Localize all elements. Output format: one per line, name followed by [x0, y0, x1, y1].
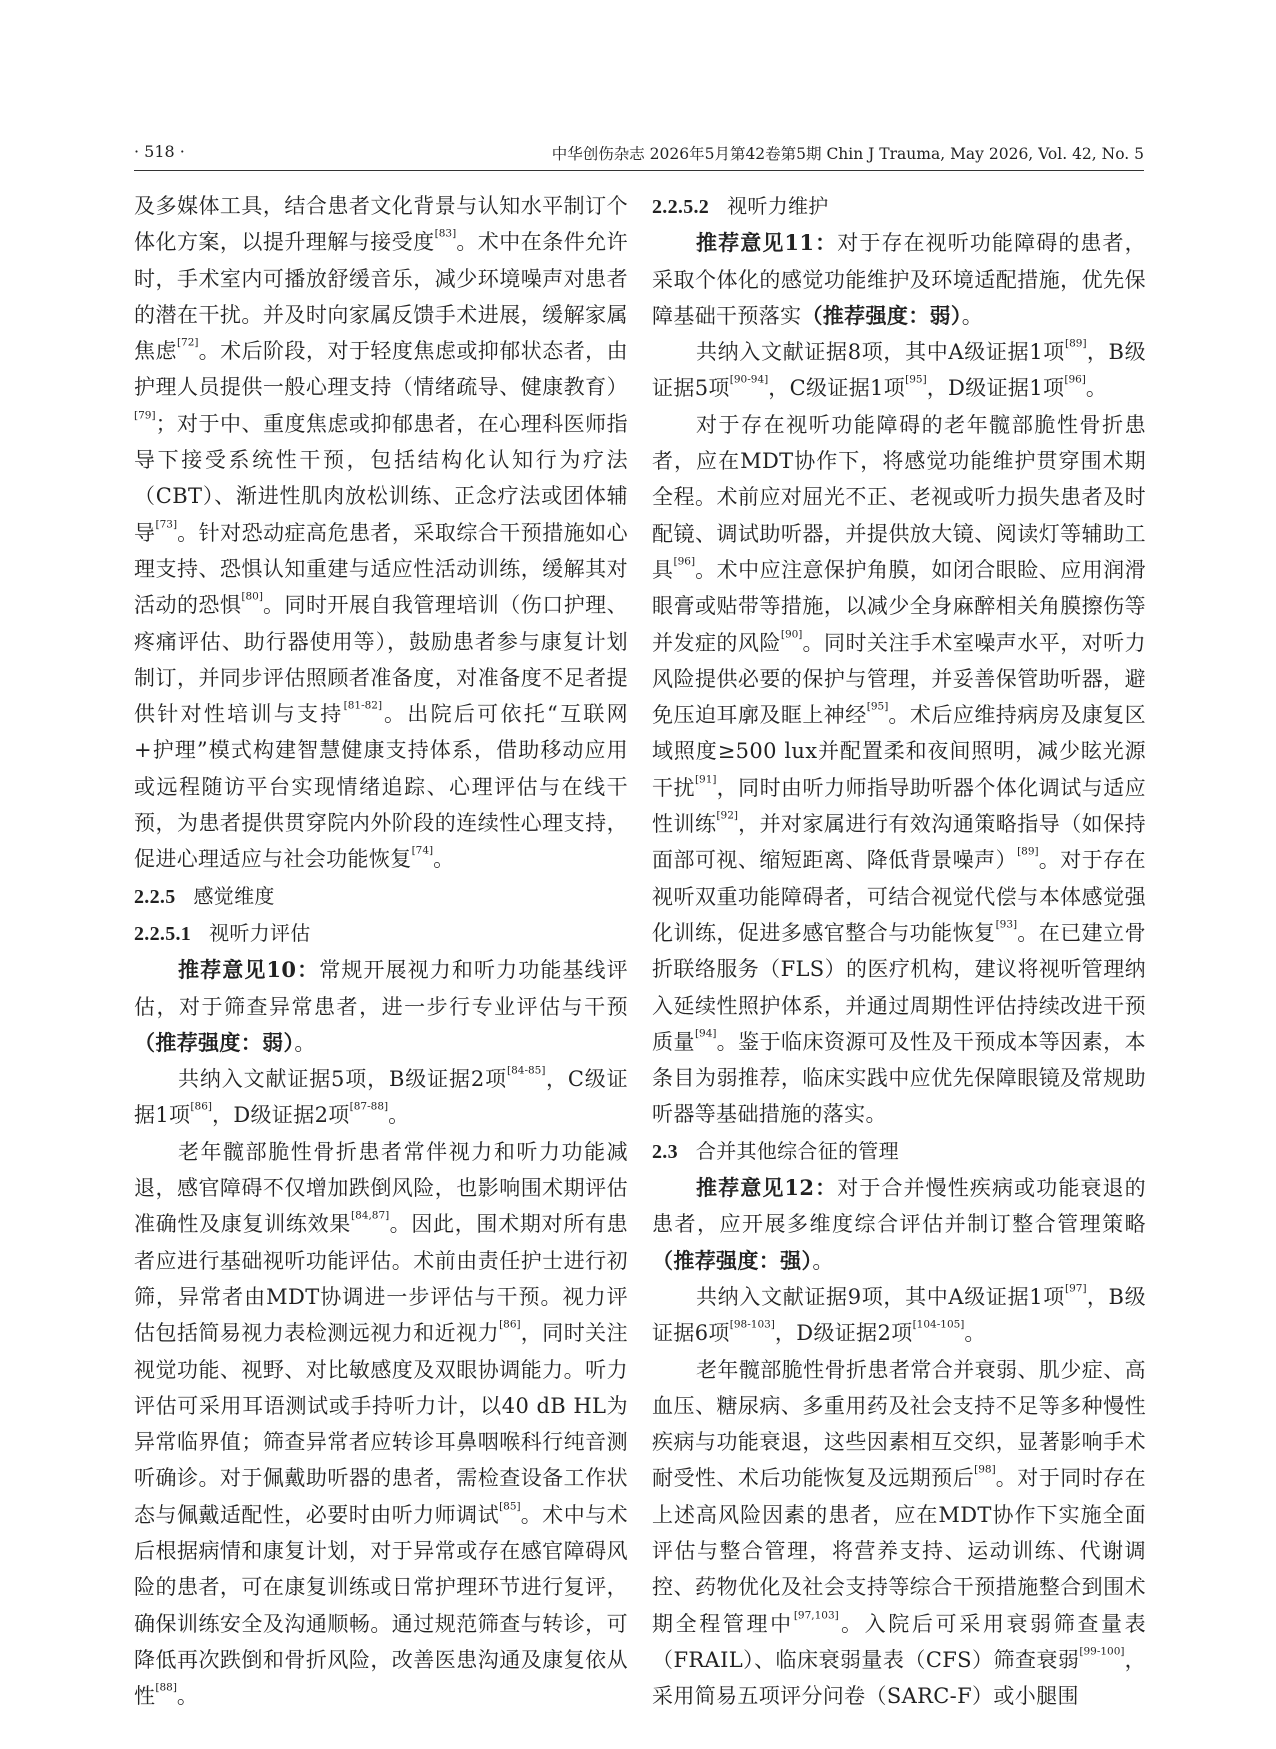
text-run: 。同时关注手术室噪声水平，对听力风险提供必要的保护与管理，并妥善保管助听器，避免压迫耳廓及眶上神经 — [652, 630, 1146, 728]
paragraph — [652, 1170, 1146, 1279]
paragraph — [652, 407, 1146, 1133]
text-run: 。 — [433, 847, 455, 872]
citation-superscript: [95] — [866, 700, 889, 713]
paragraph — [652, 334, 1146, 407]
text-run: 老年髋部脆性骨折患者常合并衰弱、肌少症、高血压、糖尿病、多重用药及社会支持不足等多种慢性疾病与功能衰退，这些因素相互交织，显著影响手术耐受性、术后功能恢复及远期预后 — [652, 1357, 1146, 1491]
paragraph — [134, 1061, 628, 1134]
text-run: 。 — [176, 1684, 199, 1709]
citation-superscript: [92] — [716, 809, 738, 822]
text-run: ，采用简易五项评分问卷（SARC-F）或小腿围 — [652, 1647, 1146, 1709]
citation-superscript: [83] — [434, 227, 457, 240]
journal-citation: 中华创伤杂志 2026年5月第42卷第5期 Chin J Trauma, May 2026, Vol. 42, No. 5 — [551, 145, 1144, 163]
citation-superscript: [88] — [155, 1681, 177, 1694]
citation-superscript: [98] — [974, 1463, 996, 1476]
section-number: 2.2.5 — [134, 885, 176, 908]
bold-run: 推荐意见12： — [696, 1175, 838, 1201]
paragraph — [652, 1352, 1146, 1715]
paragraph — [134, 188, 628, 878]
citation-superscript: [93] — [995, 918, 1018, 931]
text-run: 对于合并慢性疾病或功能衰退的患者，应开展多维度综合评估并制订整合管理策略 — [652, 1176, 1146, 1237]
citation-superscript: [104-105] — [912, 1318, 965, 1331]
text-run: 共纳入文献证据5项，B级证据2项 — [178, 1067, 507, 1092]
text-run: 。对于存在视听双重功能障碍者，可结合视觉代偿与本体感觉强化训练，促进多感官整合与功能恢复 — [652, 848, 1146, 945]
text-run: ，同时由听力师指导助听器个体化调试与适应性训练 — [652, 775, 1146, 837]
text-run: ，同时关注视觉功能、视野、对比敏感度及双眼协调能力。听力评估可采用耳语测试或手持听力计，以40 dB HL为异常临界值；筛查异常者应转诊耳鼻咽喉科行纯音测听确诊。对于佩戴助听器的患者，需检查设备工作状态与佩戴适配性，必要时由听力师调试 — [134, 1321, 628, 1527]
text-run: 共纳入文献证据9项，其中A级证据1项 — [696, 1284, 1065, 1309]
text-run: 。出院后可依托“互联网+护理”模式构建智慧健康支持体系，借助移动应用或远程随访平台实现情绪追踪、心理评估与在线干预，为患者提供贯穿院内外阶段的连续性心理支持，促进心理适应与社会功能恢复 — [134, 702, 628, 872]
citation-superscript: [91] — [694, 773, 717, 786]
citation-superscript: [96] — [1064, 373, 1086, 386]
paragraph — [652, 225, 1146, 334]
page-number: · 518 · — [134, 142, 185, 161]
citation-superscript: [95] — [905, 373, 927, 386]
text-run: 。在已建立骨折联络服务（FLS）的医疗机构，建议将视听管理纳入延续性照护体系，并通过周期性评估持续改进干预质量 — [652, 920, 1146, 1054]
citation-superscript: [86] — [190, 1100, 212, 1113]
section-title: 合并其他综合征的管理 — [695, 1138, 899, 1163]
citation-superscript: [86] — [499, 1318, 521, 1331]
section-number: 2.2.5.1 — [134, 922, 192, 945]
text-run: ，C级证据1项 — [134, 1067, 628, 1128]
bold-run: （推荐强度：弱） — [134, 1029, 295, 1055]
text-run: 。对于同时存在上述高风险因素的患者，应在MDT协作下实施全面评估与整合管理，将营养支持、运动训练、代谢调控、药物优化及社会支持等综合干预措施整合到围术期全程管理中 — [652, 1466, 1147, 1636]
text-run: 及多媒体工具，结合患者文化背景与认知水平制订个体化方案，以提升理解与接受度 — [134, 194, 628, 255]
citation-superscript: [96] — [673, 555, 696, 568]
text-run: 。入院后可采用衰弱筛查量表（FRAIL）、临床衰弱量表（CFS）筛查衰弱 — [652, 1611, 1146, 1672]
citation-superscript: [84-85] — [507, 1064, 546, 1077]
page-header — [134, 140, 1144, 171]
citation-superscript: [84,87] — [351, 1209, 390, 1222]
citation-superscript: [90-94] — [729, 373, 769, 386]
text-run: ，并对家属进行有效沟通策略指导（如保持面部可视、缩短距离、降低背景噪声） — [652, 812, 1146, 873]
section-number: 2.2.5.2 — [652, 196, 710, 218]
section-heading — [134, 878, 628, 915]
bold-run: （推荐强度：强） — [652, 1247, 813, 1273]
text-run: 老年髋部脆性骨折患者常伴视力和听力功能减退，感官障碍不仅增加跌倒风险，也影响围术期评估准确性及康复训练效果 — [134, 1139, 628, 1237]
section-heading — [652, 188, 1146, 225]
citation-superscript: [72] — [176, 336, 199, 349]
citation-superscript: [73] — [155, 518, 178, 531]
citation-superscript: [85] — [499, 1500, 521, 1513]
text-run: 共纳入文献证据8项，其中A级证据1项 — [696, 340, 1065, 365]
text-run: ，D级证据2项 — [211, 1103, 350, 1128]
section-title: 视听力维护 — [727, 194, 829, 218]
text-run: 。术中在条件允许时，手术室内可播放舒缓音乐，减少环境噪声对患者的潜在干扰。并及时向家属反馈手术进展，缓解家属焦虑 — [134, 230, 628, 364]
text-run: 。 — [294, 1030, 316, 1055]
text-run: 。术后应维持病房及康复区域照度≥500 lux并配置柔和夜间照明，减少眩光源干扰 — [652, 703, 1147, 800]
text-run: 。因此，围术期对所有患者应进行基础视听功能评估。术前由责任护士进行初筛，异常者由MDT协调进一步评估与干预。视力评估包括简易视力表检测远视力和近视力 — [134, 1212, 628, 1346]
citation-superscript: [79] — [134, 409, 156, 422]
citation-superscript: [90] — [780, 628, 803, 641]
text-run: ，B级证据6项 — [652, 1284, 1147, 1346]
paragraph — [134, 1134, 628, 1715]
citation-superscript: [74] — [411, 844, 434, 857]
paragraph — [134, 952, 628, 1061]
left-column — [134, 188, 628, 1714]
text-run: ，D级证据2项 — [774, 1321, 913, 1346]
bold-run: 推荐意见10： — [178, 957, 320, 983]
text-run: 。同时开展自我管理培训（伤口护理、疼痛评估、助行器使用等），鼓励患者参与康复计划制订，并同步评估照顾者准备度，对准备度不足者提供针对性培训与支持 — [134, 593, 628, 727]
text-run: 。 — [1085, 376, 1108, 401]
citation-superscript: [97] — [1065, 1282, 1087, 1295]
text-run: 常规开展视力和听力功能基线评估，对于筛查异常患者，进一步行专业评估与干预 — [134, 958, 628, 1019]
section-title: 视听力评估 — [209, 920, 311, 945]
section-title: 感觉维度 — [193, 883, 275, 908]
text-run: 。术中与术后根据病情和康复计划，对于异常或存在感官障碍风险的患者，可在康复训练或日常护理环节进行复评，确保训练安全及沟通顺畅。通过规范筛查与转诊，可降低再次跌倒和骨折风险，改善医患沟通及康复依从性 — [134, 1502, 628, 1709]
citation-superscript: [97,103] — [793, 1609, 839, 1622]
bold-run: （推荐强度：弱） — [801, 302, 962, 328]
text-run: 。针对恐动症高危患者，采取综合干预措施如心理支持、恐惧认知重建与适应性活动训练，缓解其对活动的恐惧 — [134, 520, 628, 618]
citation-superscript: [94] — [694, 1027, 717, 1040]
citation-superscript: [80] — [241, 590, 263, 603]
text-run: ，C级证据1项 — [768, 376, 906, 401]
text-run: 对于存在视听功能障碍的老年髋部脆性骨折患者，应在MDT协作下，将感觉功能维护贯穿围术期全程。术前应对屈光不正、老视或听力损失患者及时配镜、调试助听器，并提供放大镜、阅读灯等辅助工具 — [652, 412, 1146, 582]
section-heading — [652, 1133, 1146, 1170]
bold-run: 推荐意见11： — [696, 230, 838, 256]
text-run: 。 — [961, 303, 984, 328]
citation-superscript: [89] — [1065, 337, 1087, 350]
citation-superscript: [98-103] — [729, 1318, 775, 1331]
section-number: 2.3 — [652, 1140, 678, 1163]
text-run: 。 — [964, 1321, 986, 1346]
section-heading — [134, 915, 628, 952]
citation-superscript: [87-88] — [349, 1100, 389, 1113]
text-run: ；对于中、重度焦虑或抑郁患者，在心理科医师指导下接受系统性干预，包括结构化认知行为疗法（CBT）、渐进性肌肉放松训练、正念疗法或团体辅导 — [134, 411, 628, 545]
text-run: 。鉴于临床资源可及性及干预成本等因素，本条目为弱推荐，临床实践中应优先保障眼镜及常规助听器等基础措施的落实。 — [652, 1029, 1146, 1127]
citation-superscript: [99-100] — [1079, 1645, 1125, 1658]
paragraph — [652, 1279, 1146, 1352]
text-run: 。术中应注意保护角膜，如闭合眼睑、应用润滑眼膏或贴带等措施，以减少全身麻醉相关角膜擦伤等并发症的风险 — [652, 557, 1146, 655]
right-column — [652, 188, 1146, 1714]
citation-superscript: [81-82] — [343, 699, 383, 712]
text-run: ，B级证据5项 — [652, 340, 1147, 401]
text-run: 。 — [812, 1248, 834, 1273]
text-run: 。 — [388, 1103, 410, 1128]
text-run: 。术后阶段，对于轻度焦虑或抑郁状态者，由护理人员提供一般心理支持（情绪疏导、健康教育） — [134, 339, 628, 400]
text-run: 对于存在视听功能障碍的患者，采取个体化的感觉功能维护及环境适配措施，优先保障基础干预落实 — [652, 231, 1146, 328]
text-run: ，D级证据1项 — [926, 376, 1065, 401]
citation-superscript: [89] — [1017, 845, 1039, 858]
